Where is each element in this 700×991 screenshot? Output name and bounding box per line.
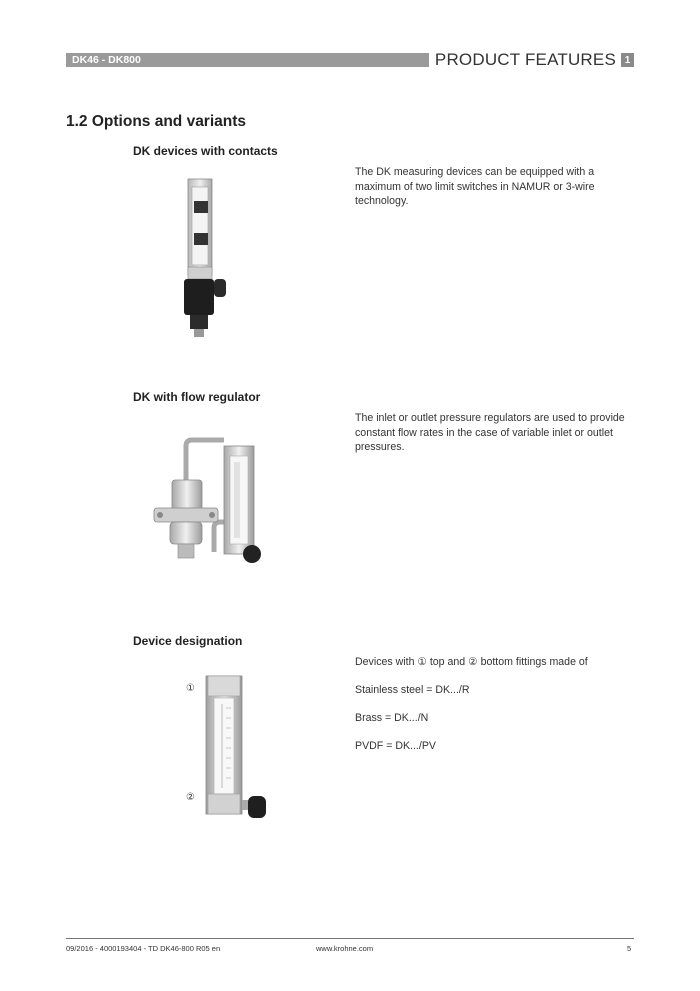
subsection-text-contacts: The DK measuring devices can be equipped with a maximum of two limit switches in NAMUR or 3-wire technology. [355, 166, 595, 207]
device-designation-image [198, 672, 278, 832]
page-header [66, 50, 634, 69]
chapter-badge: 1 [621, 53, 634, 67]
designation-stainless-steel: Stainless steel = DK.../R [355, 684, 470, 696]
designation-pvdf: PVDF = DK.../PV [355, 740, 436, 752]
subsection-title-device-designation: Device designation [133, 634, 243, 648]
device-with-flow-regulator-image [148, 432, 278, 574]
header-right [435, 50, 634, 70]
subsection-title-contacts: DK devices with contacts [133, 144, 278, 158]
designation-intro-text: Devices with ① top and ② bottom fittings made of [355, 656, 588, 668]
callout-bottom-fitting: ② [186, 792, 195, 803]
device-with-contacts-image [170, 175, 240, 345]
footer-website: www.krohne.com [316, 944, 374, 953]
header-product-bar: DK46 - DK800 [66, 53, 429, 67]
footer-doc-ref: 09/2016 - 4000193404 - TD DK46-800 R05 en [66, 944, 221, 953]
subsection-text-flow-regulator: The inlet or outlet pressure regulators are used to provide constant flow rates in the case of variable inlet or outlet pressures. [355, 412, 625, 453]
designation-brass: Brass = DK.../N [355, 712, 429, 724]
header-section-title: PRODUCT FEATURES [434, 50, 616, 69]
subsection-title-flow-regulator: DK with flow regulator [133, 390, 261, 404]
footer-divider [66, 938, 634, 939]
section-heading: 1.2 Options and variants [66, 113, 247, 130]
footer-page-number: 5 [627, 944, 632, 953]
callout-top-fitting: ① [186, 683, 195, 694]
